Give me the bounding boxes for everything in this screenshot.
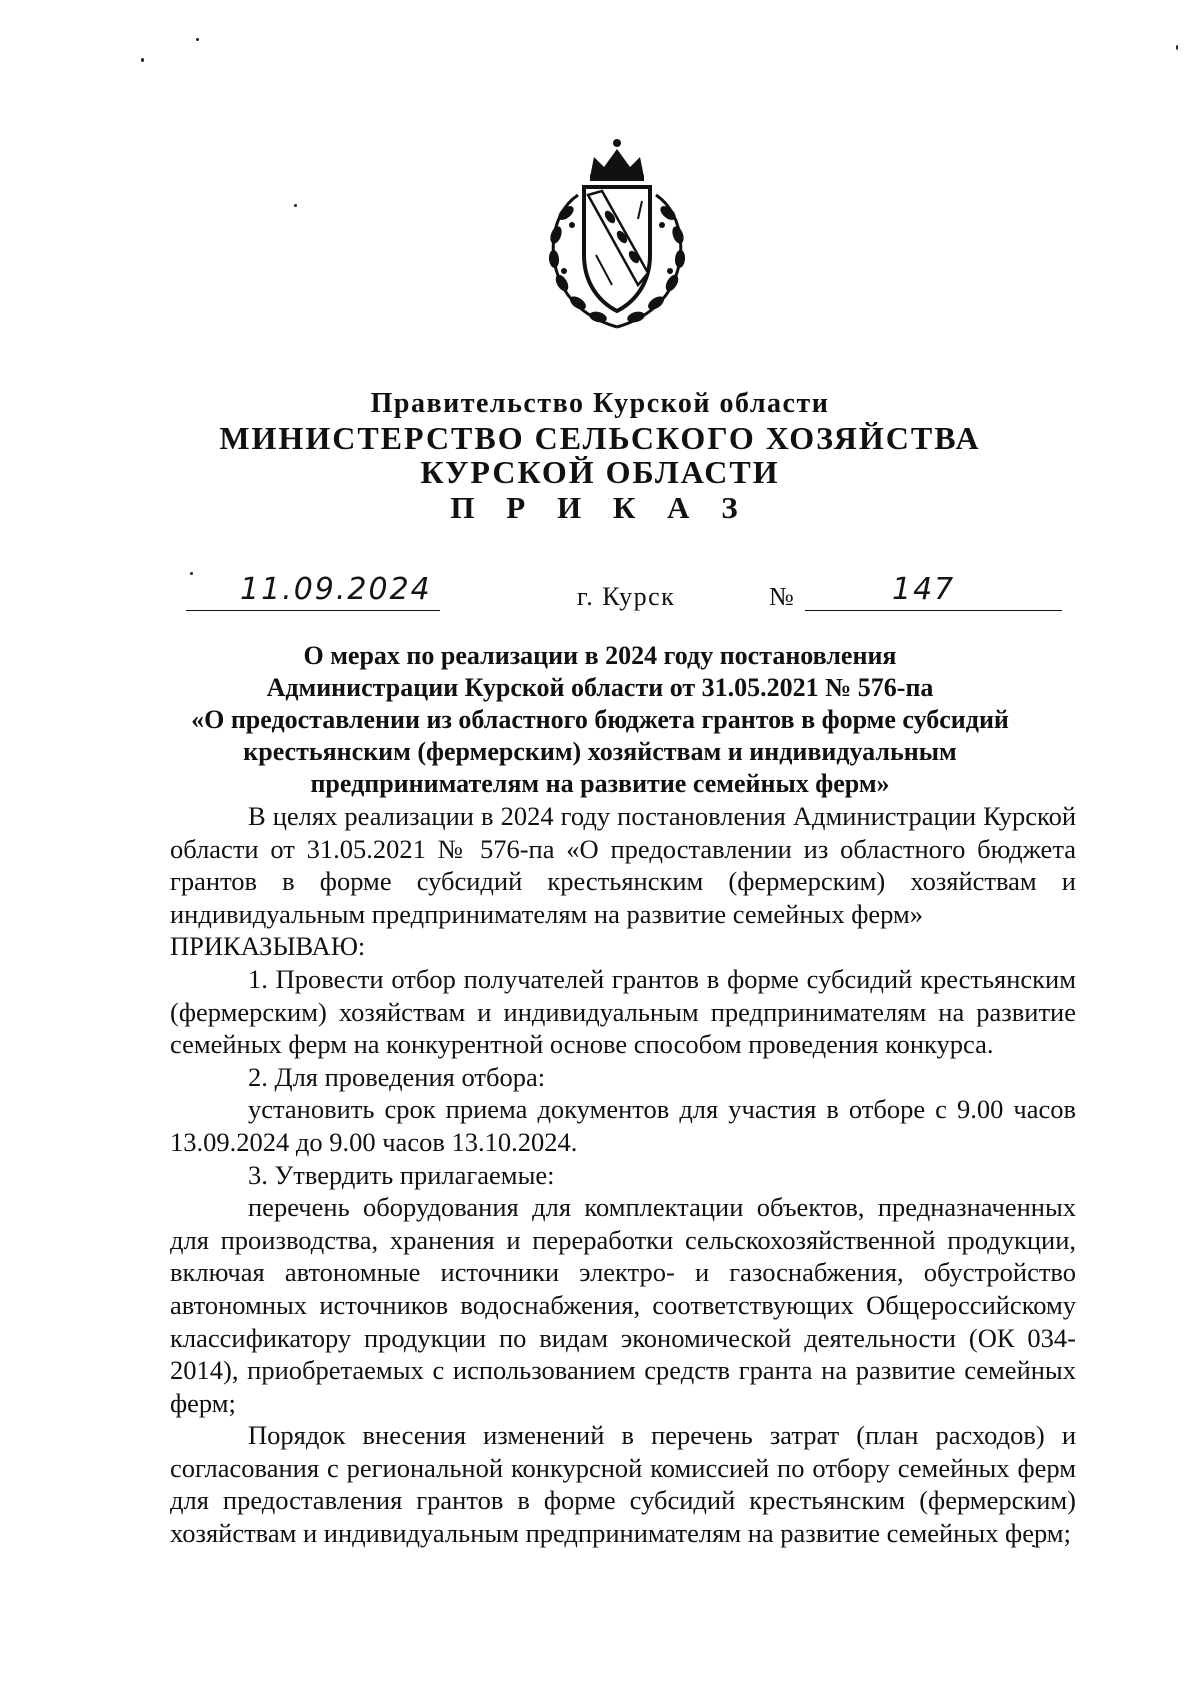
scan-speck — [294, 204, 297, 207]
item-1-paragraph: 1. Провести отбор получателей грантов в форме субсидий крестьянским (фермерским) хозяйствам и индивидуальным предпринимателям на развитие семейных ферм на конкурентной основе способом проведения конкурса. — [170, 963, 1076, 1060]
item-3-list-entry: перечень оборудования для комплектации объектов, предназначенных для производства, хранения и переработки сельскохозяйственной продукции, включая автономные источники электро- и газоснабжения, обустройство автономных источников водоснабжения, соответствующих Общероссийскому классификатору продукции по видам экономической деятельности (ОК 034-2014), приобретаемых с использованием средств гранта на развитие семейных ферм; — [170, 1192, 1076, 1418]
order-date: 11.09.2024 — [240, 572, 432, 607]
ministry-title: МИНИСТЕРСТВО СЕЛЬСКОГО ХОЗЯЙСТВА — [219, 420, 981, 456]
order-subject — [150, 640, 1050, 800]
item-2-text: установить срок приема документов для участия в отборе с 9.00 часов 13.09.2024 до 9.00 часов 13.10.2024. — [170, 1094, 1076, 1157]
government-title: Правительство Курской области — [370, 388, 830, 419]
region-title: КУРСКОЙ ОБЛАСТИ — [420, 454, 780, 490]
item-3-paragraph: 3. Утвердить прилагаемые: — [248, 1159, 555, 1190]
preamble-paragraph: В целях реализации в 2024 году постановления Администрации Курской области от 31.05.2021 № 576-па «О предоставлении из областного бюджета грантов в форме субсидий крестьянским (фермерским) хозяйствам и индивидуальным предпринимателям на развитие семейных ферм» — [170, 801, 1076, 929]
number-underline — [805, 610, 1062, 611]
order-word: ПРИКАЗЫВАЮ: — [170, 931, 366, 962]
scan-speck — [1176, 45, 1178, 50]
subject-line: крестьянским (фермерским) хозяйствам и индивидуальным — [243, 737, 957, 766]
subject-line: предпринимателям на развитие семейных ферм» — [310, 769, 890, 798]
item-2-paragraph: 2. Для проведения отбора: — [248, 1061, 546, 1092]
document-type: П Р И К А З — [450, 490, 750, 525]
order-number: 147 — [892, 572, 956, 607]
order-body — [170, 800, 1076, 1550]
scan-speck — [196, 38, 199, 41]
scan-speck — [190, 572, 193, 575]
coat-of-arms-emblem — [538, 135, 696, 335]
item-3-list-entry: Порядок внесения изменений в перечень затрат (план расходов) и согласования с региональной конкурсной комиссией по отбору семейных ферм для предоставления грантов в форме субсидий крестьянским (фермерским) хозяйствам и индивидуальным предпринимателям на развитие семейных ферм; — [170, 1420, 1076, 1549]
city: г. Курск — [577, 582, 676, 611]
scan-speck — [141, 58, 144, 62]
date-underline — [186, 610, 440, 611]
number-label: № — [769, 582, 796, 611]
subject-line: «О предоставлении из областного бюджета грантов в форме субсидий — [191, 705, 1009, 734]
subject-line: О мерах по реализации в 2024 году постановления — [303, 641, 897, 670]
subject-line: Администрации Курской области от 31.05.2021 № 576-па — [266, 673, 934, 702]
